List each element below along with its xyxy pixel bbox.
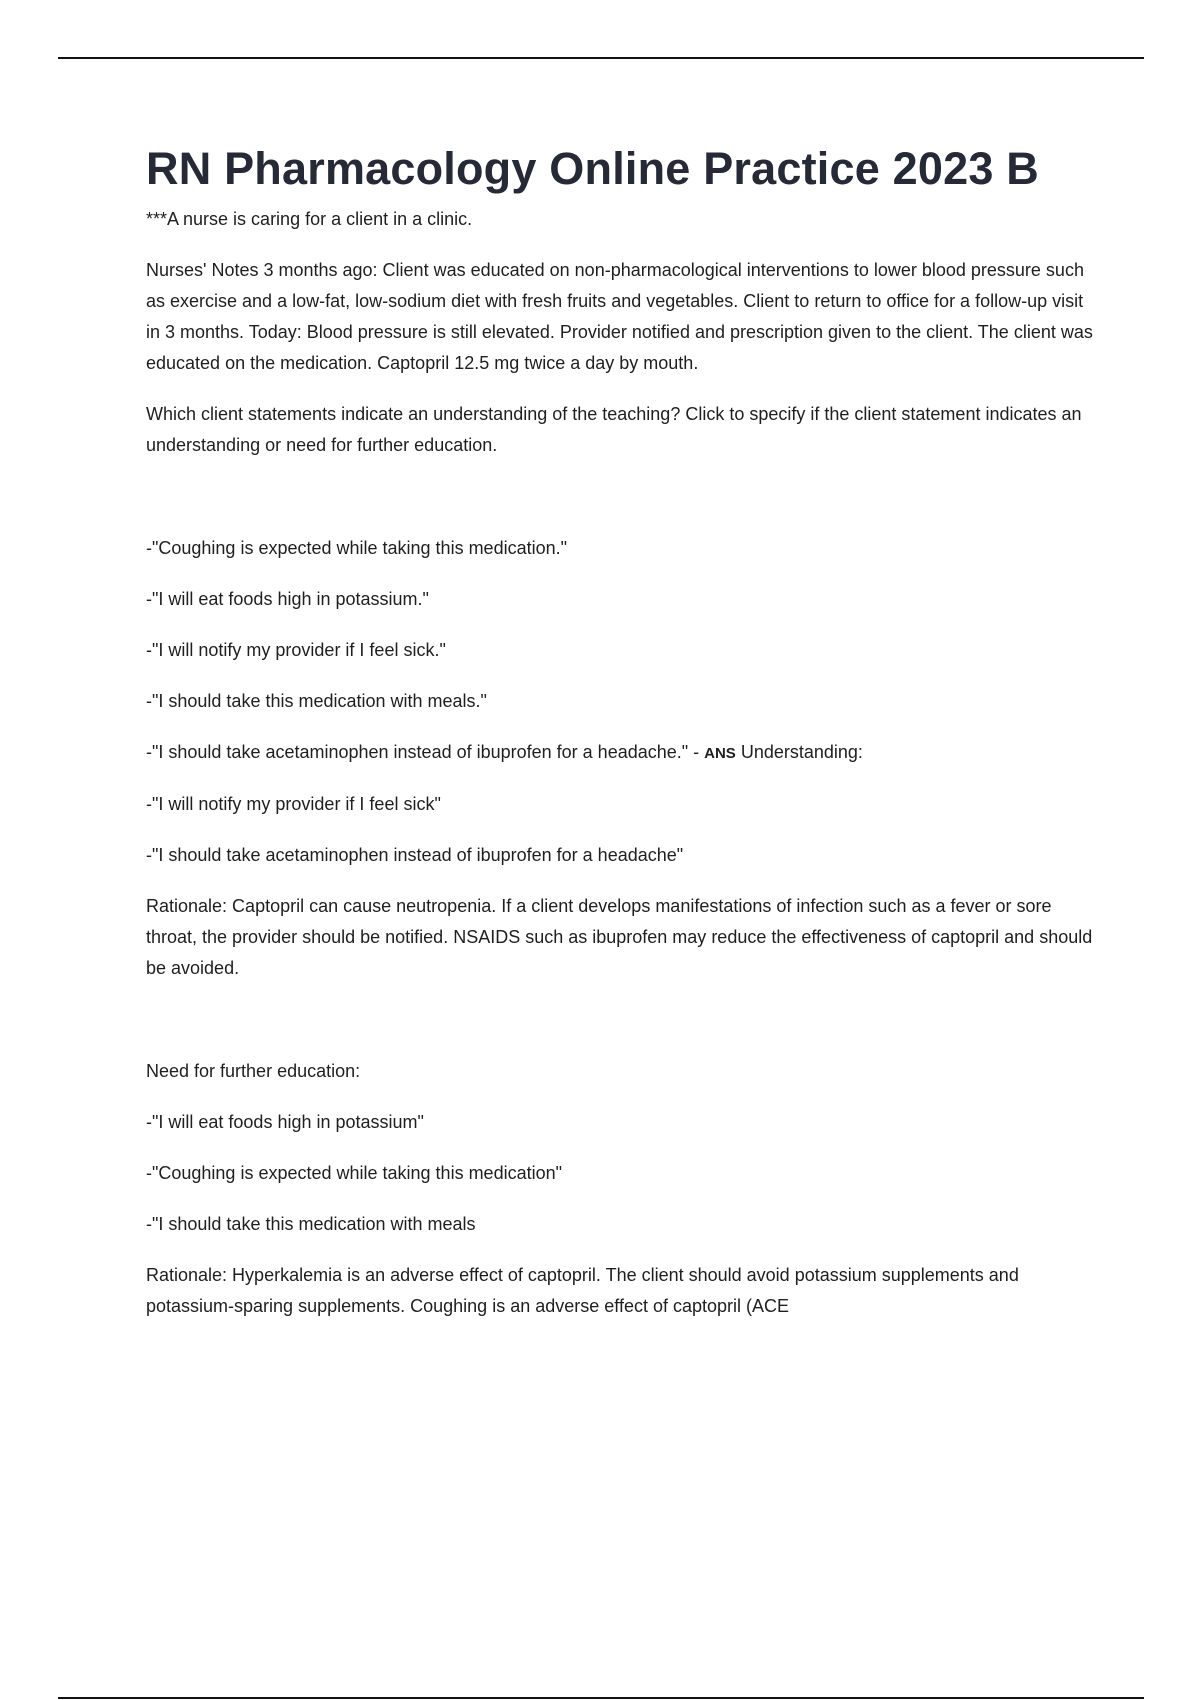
option-meals: -"I should take this medication with meals." [146, 691, 487, 711]
option-acetaminophen [146, 737, 1096, 769]
document-body [146, 142, 1096, 1322]
intro-text: ***A nurse is caring for a client in a clinic. [146, 209, 473, 229]
understanding-item-notify: -"I will notify my provider if I feel sick" [146, 794, 441, 814]
further-education-heading: Need for further education: [146, 1061, 361, 1081]
further-item-coughing: -"Coughing is expected while taking this medication" [146, 1163, 563, 1183]
question-text: Which client statements indicate an understanding of the teaching? Click to specify if the client statement indicates an understanding or need for further education. [146, 404, 1082, 455]
rationale-further-education: Rationale: Hyperkalemia is an adverse effect of captopril. The client should avoid potassium supplements and potassium-sparing supplements. Coughing is an adverse effect of captopril (ACE [146, 1265, 1019, 1316]
option-notify-provider: -"I will notify my provider if I feel sick." [146, 640, 446, 660]
further-item-meals: -"I should take this medication with meals [146, 1214, 476, 1234]
understanding-heading: Understanding: [735, 742, 863, 762]
ans-label: ANS [704, 745, 736, 762]
document-title: RN Pharmacology Online Practice 2023 B [146, 143, 1039, 194]
understanding-item-acetaminophen: -"I should take acetaminophen instead of ibuprofen for a headache" [146, 845, 684, 865]
answer-options [146, 533, 1096, 871]
option-coughing: -"Coughing is expected while taking this medication." [146, 538, 568, 558]
top-rule [58, 57, 1144, 59]
bottom-rule [58, 1697, 1144, 1699]
further-item-potassium: -"I will eat foods high in potassium" [146, 1112, 424, 1132]
nurses-notes: Nurses' Notes 3 months ago: Client was educated on non-pharmacological interventions to lower blood pressure such as exercise and a low-fat, low-sodium diet with fresh fruits and vegetables. Client to return to office for a follow-up visit in 3 months. Today: Blood pressure is still elevated. Provider notified and prescription given to the client. The client was educated on the medication. Captopril 12.5 mg twice a day by mouth. [146, 260, 1093, 373]
option-acetaminophen-text: -"I should take acetaminophen instead of ibuprofen for a headache." - [146, 742, 705, 762]
further-education-section [146, 1056, 1096, 1240]
option-potassium: -"I will eat foods high in potassium." [146, 589, 429, 609]
rationale-understanding: Rationale: Captopril can cause neutropenia. If a client develops manifestations of infection such as a fever or sore throat, the provider should be notified. NSAIDS such as ibuprofen may reduce the effectiveness of captopril and should be avoided. [146, 896, 1093, 978]
